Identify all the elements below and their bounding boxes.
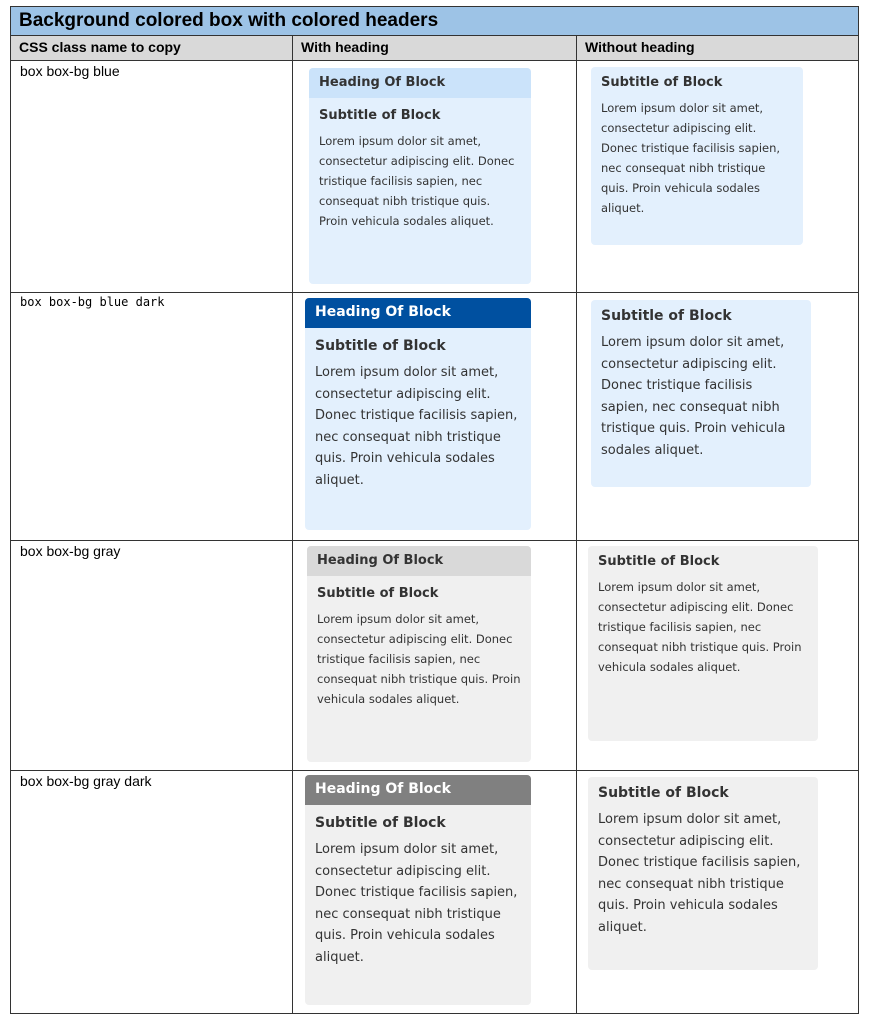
box-without-heading [588, 777, 818, 970]
box-text: Lorem ipsum dolor sit amet, consectetur adipiscing elit. Donec tristique facilisis sapien, nec consequat nibh tristique quis. Proin vehicula sodales aliquet. [319, 134, 515, 228]
box-heading: Heading Of Block [307, 546, 531, 576]
box-text: Lorem ipsum dolor sit amet, consectetur adipiscing elit. Donec tristique facilisis sapien, nec consequat nibh tristique quis. Proin vehicula sodales aliquet. [601, 101, 781, 215]
box-without-heading [591, 300, 811, 487]
column-header-with-heading: With heading [292, 35, 577, 61]
box-subtitle: Subtitle of Block [315, 815, 446, 831]
box-with-heading [307, 546, 531, 762]
table-title: Background colored box with colored headers [10, 6, 859, 36]
box-text: Lorem ipsum dolor sit amet, consectetur adipiscing elit. Donec tristique facilisis sapien, nec consequat nibh tristique quis. Proin vehicula sodales aliquet. [601, 335, 786, 458]
box-subtitle: Subtitle of Block [319, 108, 441, 123]
column-header-without-heading: Without heading [576, 35, 859, 61]
box-heading: Heading Of Block [305, 298, 531, 328]
box-without-heading [588, 546, 818, 741]
column-header-class: CSS class name to copy [10, 35, 293, 61]
box-subtitle: Subtitle of Block [598, 785, 729, 801]
box-subtitle: Subtitle of Block [601, 308, 732, 324]
box-text: Lorem ipsum dolor sit amet, consectetur adipiscing elit. Donec tristique facilisis sapien, nec consequat nibh tristique quis. Proin vehicula sodales aliquet. [315, 842, 518, 965]
class-name-cell [10, 60, 293, 293]
box-heading: Heading Of Block [305, 775, 531, 805]
css-class-name: box box-bg blue dark [20, 295, 165, 309]
box-subtitle: Subtitle of Block [315, 338, 446, 354]
box-subtitle: Subtitle of Block [601, 75, 723, 90]
box-heading: Heading Of Block [309, 68, 531, 98]
css-class-name: box box-bg gray dark [20, 773, 152, 789]
class-name-cell [10, 770, 293, 1014]
box-text: Lorem ipsum dolor sit amet, consectetur adipiscing elit. Donec tristique facilisis sapien, nec consequat nibh tristique quis. Proin vehicula sodales aliquet. [315, 365, 518, 488]
css-class-name: box box-bg blue [20, 63, 120, 79]
class-name-cell [10, 292, 293, 541]
class-name-cell [10, 540, 293, 771]
box-with-heading [309, 68, 531, 284]
box-text: Lorem ipsum dolor sit amet, consectetur adipiscing elit. Donec tristique facilisis sapien, nec consequat nibh tristique quis. Proin vehicula sodales aliquet. [598, 580, 802, 674]
box-with-heading [305, 775, 531, 1005]
box-subtitle: Subtitle of Block [598, 554, 720, 569]
box-subtitle: Subtitle of Block [317, 586, 439, 601]
box-without-heading [591, 67, 803, 245]
css-class-name: box box-bg gray [20, 543, 121, 559]
box-with-heading [305, 298, 531, 530]
box-text: Lorem ipsum dolor sit amet, consectetur adipiscing elit. Donec tristique facilisis sapien, nec consequat nibh tristique quis. Proin vehicula sodales aliquet. [598, 812, 801, 935]
box-text: Lorem ipsum dolor sit amet, consectetur adipiscing elit. Donec tristique facilisis sapien, nec consequat nibh tristique quis. Proin vehicula sodales aliquet. [317, 612, 521, 706]
